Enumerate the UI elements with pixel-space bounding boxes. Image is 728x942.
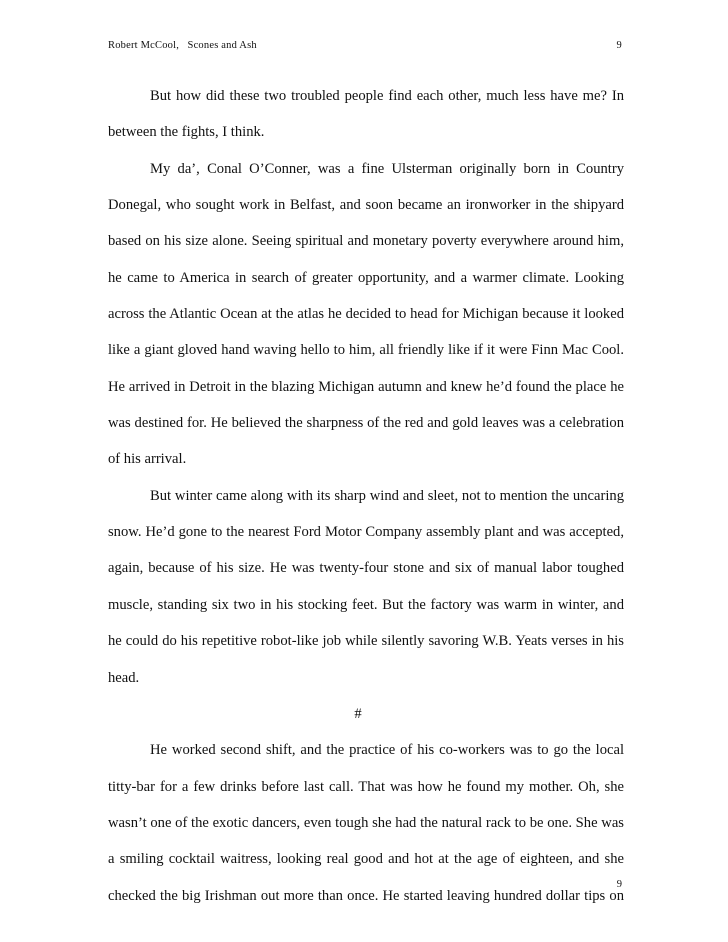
header-author-title: [108, 40, 257, 51]
running-header: [108, 40, 622, 56]
header-title: Scones and Ash: [187, 40, 257, 51]
section-break: #: [354, 705, 362, 722]
paragraph: He worked second shift, and the practice of his co-workers was to go the local titty-bar for a few drinks before last call. That was how he found my mother. Oh, she wasn’t one of the exotic dancers, even tough she had the natural rack to be one. She was a smiling cocktail waitress, looking real good and hot at the age of eighteen, and she checked the big Irishman out more than once. He started leaving hundred dollar tips on: [108, 742, 624, 904]
footer-page-number: 9: [616, 879, 622, 890]
manuscript-body: [108, 78, 624, 914]
paragraph: But winter came along with its sharp wind and sleet, not to mention the uncaring snow. He’d gone to the nearest Ford Motor Company assembly plant and was accepted, again, because of his size. He was twenty-four stone and six of manual labor toughed muscle, standing six two in his stocking feet. But the factory was warm in winter, and he could do his repetitive robot-like job while silently savoring W.B. Yeats verses in his head.: [108, 487, 624, 686]
header-page-number: 9: [616, 40, 622, 51]
paragraph: But how did these two troubled people find each other, much less have me? In between the fights, I think.: [108, 88, 624, 141]
paragraph: My da’, Conal O’Conner, was a fine Ulsterman originally born in Country Donegal, who sought work in Belfast, and soon became an ironworker in the shipyard based on his size alone. Seeing spiritual and monetary poverty everywhere around him, he came to America in search of greater opportunity, and a warmer climate. Looking across the Atlantic Ocean at the atlas he decided to head for Michigan because it looked like a giant gloved hand waving hello to him, all friendly like if it were Finn Mac Cool. He arrived in Detroit in the blazing Michigan autumn and knew he’d found the place he was destined for. He believed the sharpness of the red and gold leaves was a celebration of his arrival.: [108, 160, 624, 468]
header-author: Robert McCool,: [108, 40, 180, 51]
